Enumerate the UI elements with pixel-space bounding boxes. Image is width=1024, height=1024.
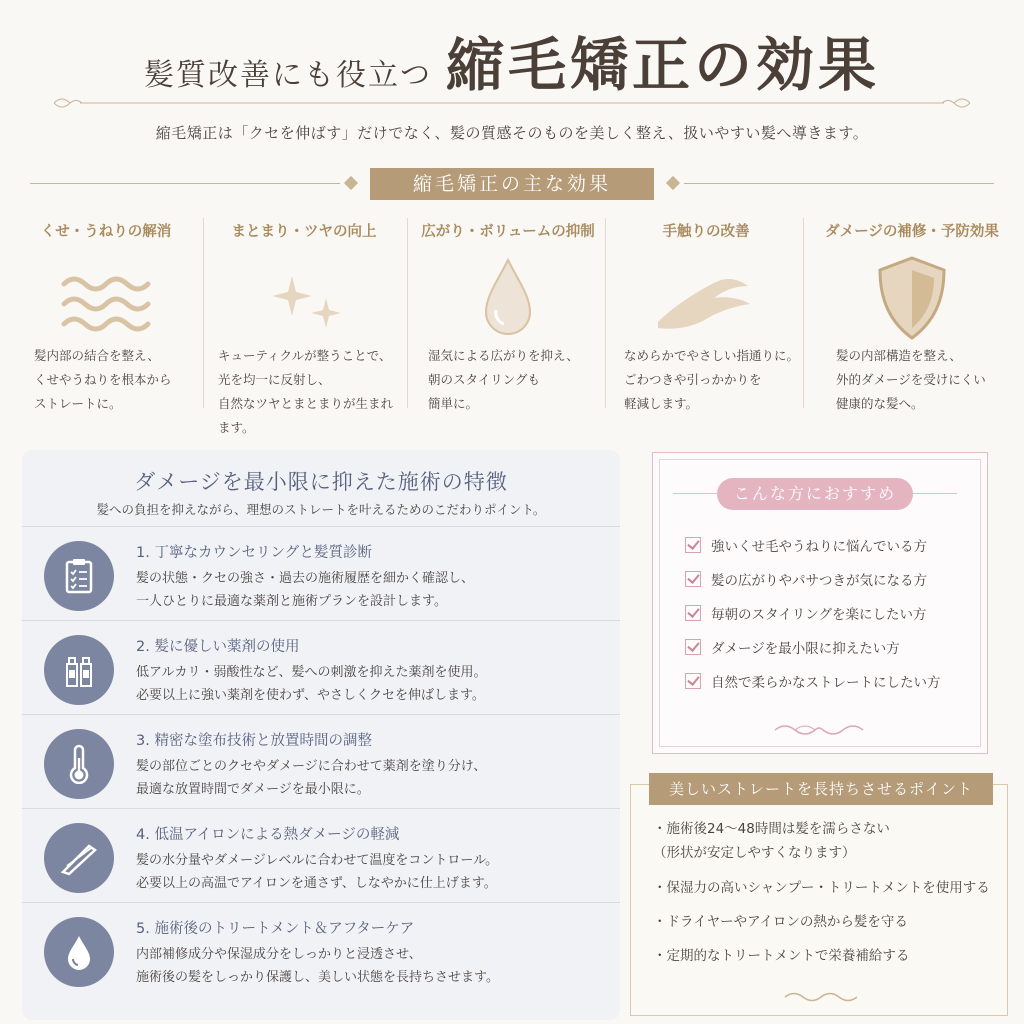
effect-card <box>812 216 1012 441</box>
recommend-item <box>685 603 926 623</box>
effect-title: 広がり・ボリュームの抑制 <box>421 224 595 240</box>
feature-description: 髪の部位ごとのクセやダメージに合わせて薬剤を塗り分け、 最適な放置時間でダメージを最小限に。 <box>136 759 487 797</box>
feature-icon-circle <box>44 541 114 611</box>
effect-card <box>408 216 608 441</box>
bottles-icon <box>59 650 99 690</box>
feature-description: 内部補修成分や保湿成分をしっかりと浸透させ、 施術後の髪をしっかり保護し、美しい状態を長持ちさせます。 <box>136 947 499 985</box>
shield-icon <box>862 252 962 342</box>
page-title: 縮毛矯正の効果 <box>445 31 880 99</box>
diamond-ornament <box>666 176 680 190</box>
feature-heading: 5. 施術後のトリートメント＆アフターケア <box>136 921 415 937</box>
checkbox-icon <box>685 639 701 655</box>
tips-label: 美しいストレートを長持ちさせるポイント <box>649 773 993 805</box>
effects-section-bar <box>30 168 994 198</box>
diamond-ornament <box>344 176 358 190</box>
divider <box>803 218 804 408</box>
effect-title: ダメージの補修・予防効果 <box>825 224 999 240</box>
sparkle-icon <box>254 252 354 342</box>
features-subtitle: 髪への負担を抑えながら、理想のストレートを叶えるためのこだわりポイント。 <box>96 502 546 517</box>
recommend-item-text: 自然で柔らかなストレートにしたい方 <box>711 675 941 691</box>
flat-iron-icon <box>59 838 99 878</box>
section-line-right <box>684 183 994 184</box>
checkbox-icon <box>685 537 701 553</box>
recommend-item-text: ダメージを最小限に抑えたい方 <box>711 641 900 657</box>
recommend-line-left <box>673 493 717 494</box>
effect-title: くせ・うねりの解消 <box>40 224 172 240</box>
feature-description: 低アルカリ・弱酸性など、髪への刺激を抑えた薬剤を使用。 必要以上に強い薬剤を使わず、やさしくクセを伸ばします。 <box>136 665 487 703</box>
feature-description: 髪の水分量やダメージレベルに合わせて温度をコントロール。 必要以上の高温でアイロンを通さず、しなやかに仕上げます。 <box>136 853 499 891</box>
tip-item: ・保湿力の高いシャンプー・トリートメントを使用する <box>653 880 990 896</box>
effect-description: キューティクルが整うことで、 光を均一に反射し、 自然なツヤとまとまりが生まれ ます。 <box>218 348 394 435</box>
hand-icon <box>656 252 756 342</box>
wave-icon <box>56 252 156 342</box>
tip-item: ・施術後24〜48時間は髪を濡らさない （形状が安定しやすくなります） <box>653 821 890 861</box>
effect-description: 湿気による広がりを抑え、 朝のスタイリングも 簡単に。 <box>428 348 579 411</box>
features-title: ダメージを最小限に抑えた施術の特徴 <box>134 470 508 494</box>
tips-panel <box>630 780 1008 1016</box>
recommend-item <box>685 535 927 555</box>
page-subtitle: 髪質改善にも役立つ <box>143 58 432 93</box>
feature-icon-circle <box>44 917 114 987</box>
recommend-line-right <box>913 493 957 494</box>
page-header <box>0 18 1024 102</box>
feature-icon-circle <box>44 729 114 799</box>
feature-icon-circle <box>44 635 114 705</box>
effect-description: 髪の内部構造を整え、 外的ダメージを受けにくい 健康的な髪へ。 <box>836 348 986 411</box>
feature-item <box>22 526 620 620</box>
tip-item: ・ドライヤーやアイロンの熱から髪を守る <box>653 914 908 930</box>
checkbox-icon <box>685 571 701 587</box>
feature-description: 髪の状態・クセの強さ・過去の施術履歴を細かく確認し、 一人ひとりに最適な薬剤と施術プランを設計します。 <box>136 571 475 609</box>
feature-heading: 2. 髪に優しい薬剤の使用 <box>136 639 300 655</box>
effect-card <box>6 216 206 441</box>
droplet-icon <box>458 252 558 342</box>
effects-section-label: 縮毛矯正の主な効果 <box>370 168 654 200</box>
recommend-item <box>685 637 900 657</box>
recommend-item <box>685 671 941 691</box>
features-panel <box>22 450 620 1020</box>
recommend-label: こんな方におすすめ <box>717 478 913 510</box>
effect-title: 手触りの改善 <box>662 224 750 240</box>
effects-row <box>0 216 1024 446</box>
clipboard-icon <box>59 556 99 596</box>
title-ornament-rule <box>50 96 974 110</box>
tip-item: ・定期的なトリートメントで栄養補給する <box>653 948 910 964</box>
checkbox-icon <box>685 605 701 621</box>
effect-card <box>606 216 806 441</box>
recommend-item-text: 髪の広がりやパサつきが気になる方 <box>711 573 927 589</box>
feature-item <box>22 714 620 808</box>
section-line-left <box>30 183 340 184</box>
intro-text: 縮毛矯正は「クセを伸ばす」だけでなく、髪の質感そのものを美しく整え、扱いやすい髪へ導きます。 <box>155 124 869 142</box>
recommend-panel <box>652 452 988 754</box>
recommend-item-text: 毎朝のスタイリングを楽にしたい方 <box>711 607 927 623</box>
feature-heading: 4. 低温アイロンによる熱ダメージの軽減 <box>136 827 400 843</box>
feature-item <box>22 620 620 714</box>
feature-icon-circle <box>44 823 114 893</box>
feature-heading: 3. 精密な塗布技術と放置時間の調整 <box>136 733 372 749</box>
droplet-icon <box>59 932 99 972</box>
title-row <box>0 18 1024 102</box>
flourish-ornament <box>781 989 861 1005</box>
effect-title: まとまり・ツヤの向上 <box>231 224 377 240</box>
recommend-item-text: 強いくせ毛やうねりに悩んでいる方 <box>711 539 927 555</box>
effect-card <box>204 216 404 441</box>
effect-description: なめらかでやさしい指通りに。 ごわつきや引っかかりを 軽減します。 <box>624 348 800 411</box>
effect-description: 髪内部の結合を整え、 くせやうねりを根本から ストレートに。 <box>34 348 172 411</box>
recommend-item <box>685 569 927 589</box>
flourish-ornament <box>771 721 867 739</box>
feature-item <box>22 808 620 902</box>
thermometer-icon <box>59 744 99 784</box>
feature-heading: 1. 丁寧なカウンセリングと髪質診断 <box>136 545 372 561</box>
feature-item <box>22 902 620 996</box>
checkbox-icon <box>685 673 701 689</box>
